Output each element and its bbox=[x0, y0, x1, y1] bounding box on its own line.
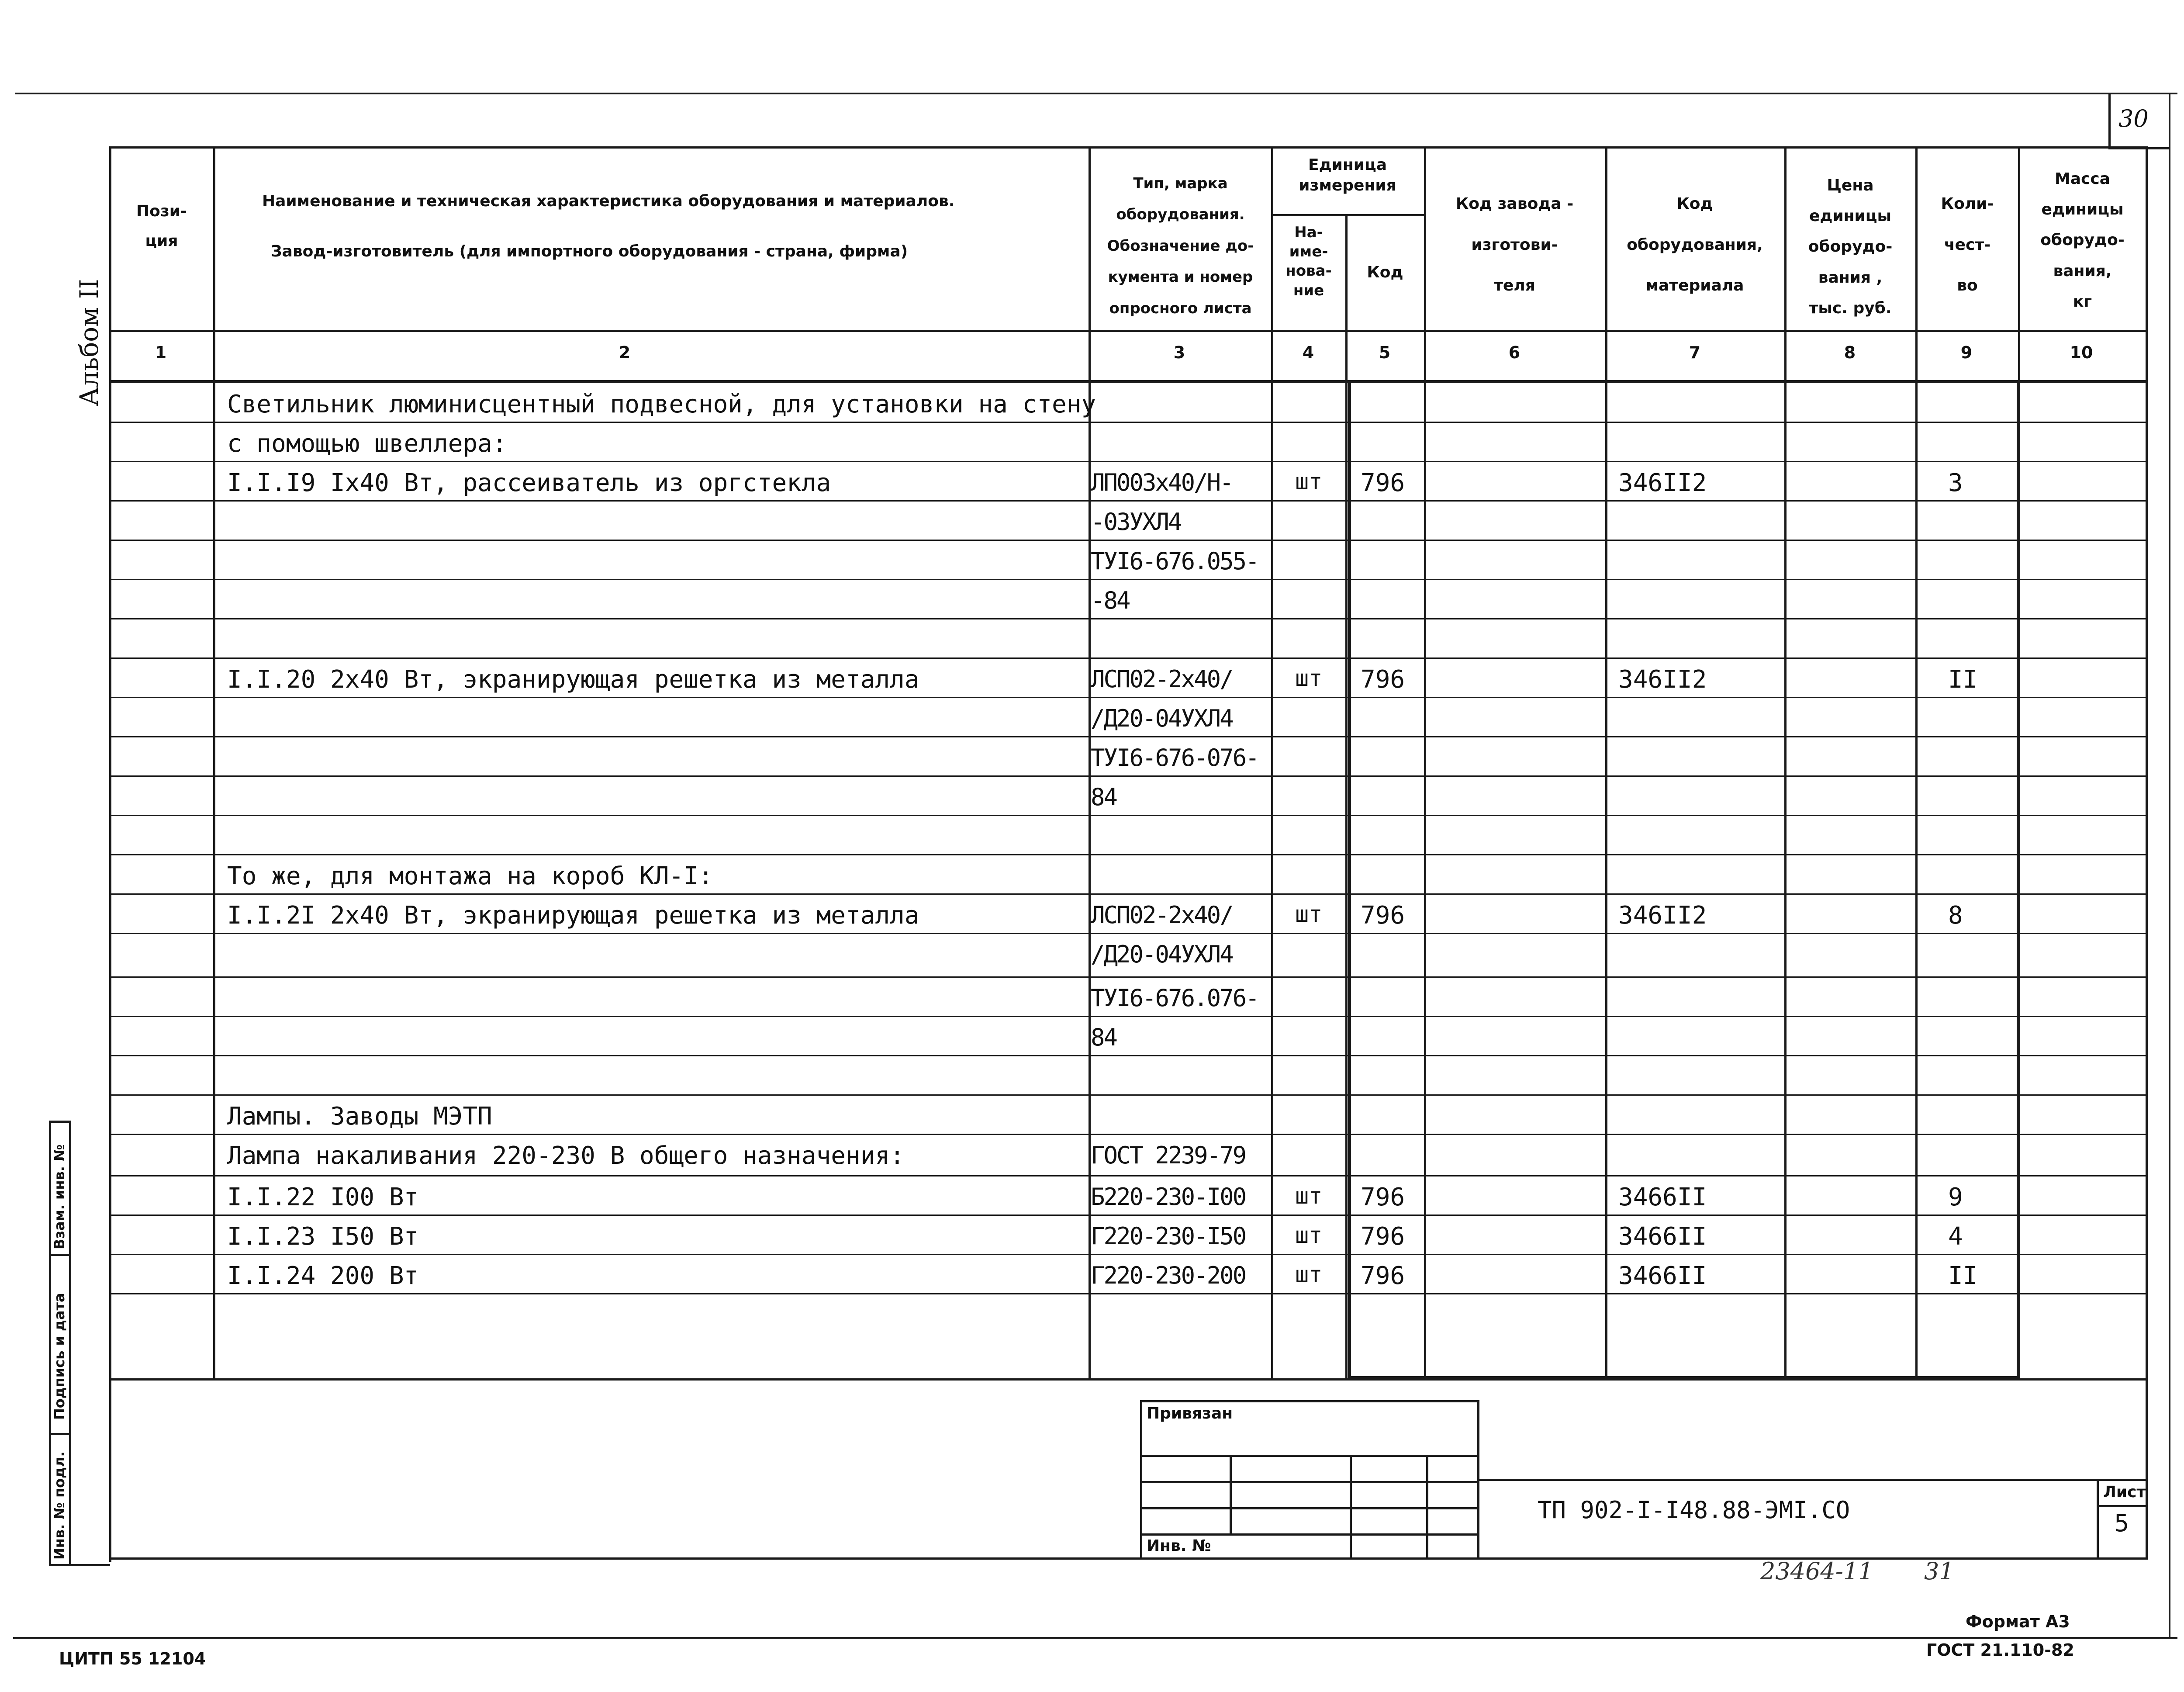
row-divider bbox=[109, 1215, 2148, 1216]
stamp-inv-no: Инв. № bbox=[1147, 1537, 1211, 1555]
top-rule bbox=[15, 93, 2177, 94]
handwritten-number: 23464-11 bbox=[1760, 1557, 1873, 1585]
row-type-mark: ТУI6-676-076- bbox=[1091, 744, 1258, 772]
row-quantity: 4 bbox=[1948, 1222, 1963, 1251]
document-code: ТП 902-I-I48.88-ЭМI.СО bbox=[1538, 1496, 1850, 1524]
header-name-line1: Наименование и техническая характеристика оборудования и материалов. bbox=[262, 192, 955, 210]
row-divider bbox=[109, 500, 2148, 502]
row-unit-code: 796 bbox=[1361, 665, 1405, 694]
gost-label: ГОСТ 21.110-82 bbox=[1926, 1640, 2074, 1660]
header-price: Цена единицы оборудо- вания , тыс. руб. bbox=[1808, 176, 1893, 317]
column-number: 5 bbox=[1379, 343, 1391, 362]
header-unit-code: Код bbox=[1367, 263, 1403, 281]
row-type-mark: Г220-230-200 bbox=[1091, 1262, 1246, 1289]
row-name: I.I.2I 2х40 Вт, экранирующая решетка из металла bbox=[227, 901, 919, 930]
row-divider bbox=[109, 657, 2148, 659]
sheet-number: 5 bbox=[2114, 1509, 2129, 1537]
column-number: 10 bbox=[2070, 343, 2093, 362]
row-divider bbox=[109, 540, 2148, 541]
row-unit-code: 796 bbox=[1361, 469, 1405, 497]
row-divider bbox=[109, 736, 2148, 737]
row-type-mark: 84 bbox=[1091, 783, 1117, 811]
row-divider bbox=[109, 579, 2148, 580]
row-divider bbox=[109, 775, 2148, 777]
row-name: Светильник люминисцентный подвесной, для установки на стену bbox=[227, 390, 1096, 419]
row-name: I.I.23 I50 Вт bbox=[227, 1222, 419, 1251]
row-name: I.I.24 200 Вт bbox=[227, 1262, 419, 1290]
right-rule bbox=[2169, 93, 2170, 1638]
column-number: 9 bbox=[1960, 343, 1973, 362]
row-type-mark: 84 bbox=[1091, 1024, 1117, 1051]
citp-label: ЦИТП 55 12104 bbox=[59, 1649, 206, 1668]
row-name: Лампа накаливания 220-230 В общего назначения: bbox=[227, 1142, 905, 1170]
row-unit-code: 796 bbox=[1361, 1222, 1405, 1251]
row-type-mark: Б220-230-I00 bbox=[1091, 1183, 1246, 1211]
row-quantity: II bbox=[1948, 665, 1978, 694]
header-type: Тип, марка оборудования. Обозначение до- кумента и номер опросного листа bbox=[1107, 175, 1254, 317]
side-label-podpis: Подпись и дата bbox=[51, 1293, 68, 1420]
row-type-mark: /Д20-04УХЛ4 bbox=[1091, 705, 1233, 732]
header-unit-name: На- име- нова- ние bbox=[1286, 224, 1332, 299]
row-type-mark: -03УХЛ4 bbox=[1091, 508, 1181, 536]
handwritten-number-2: 31 bbox=[1924, 1557, 1954, 1585]
column-number: 1 bbox=[155, 343, 167, 362]
row-type-mark: ЛСП02-2х40/ bbox=[1091, 901, 1233, 929]
row-divider bbox=[109, 893, 2148, 895]
column-number: 6 bbox=[1508, 343, 1521, 362]
column-number: 4 bbox=[1302, 343, 1314, 362]
row-divider bbox=[109, 933, 2148, 934]
row-type-mark: ТУI6-676.055- bbox=[1091, 547, 1258, 575]
header-equipment-code: Код оборудования, материала bbox=[1627, 195, 1763, 295]
row-divider bbox=[109, 461, 2148, 462]
row-type-mark: -84 bbox=[1091, 587, 1130, 614]
stamp-privyazan: Привязан bbox=[1147, 1405, 1233, 1422]
format-label: Формат А3 bbox=[1966, 1612, 2070, 1631]
row-unit-name: шт bbox=[1295, 1262, 1323, 1288]
row-name: То же, для монтажа на короб КЛ-I: bbox=[227, 862, 713, 890]
row-divider bbox=[109, 1175, 2148, 1176]
row-unit-code: 796 bbox=[1361, 1183, 1405, 1211]
row-name: I.I.22 I00 Вт bbox=[227, 1183, 419, 1211]
row-type-mark: ЛП003х40/Н- bbox=[1091, 469, 1233, 496]
row-divider bbox=[109, 854, 2148, 855]
row-unit-name: шт bbox=[1295, 901, 1323, 927]
header-mass: Масса единицы оборудо- вания, кг bbox=[2040, 170, 2125, 311]
row-equipment-code: 346II2 bbox=[1618, 901, 1707, 930]
row-unit-code: 796 bbox=[1361, 901, 1405, 930]
row-unit-name: шт bbox=[1295, 665, 1323, 692]
row-type-mark: ТУI6-676.076- bbox=[1091, 984, 1258, 1012]
header-position: Пози- ция bbox=[136, 202, 187, 250]
row-type-mark: ЛСП02-2х40/ bbox=[1091, 665, 1233, 693]
row-unit-name: шт bbox=[1295, 1222, 1323, 1249]
header-unit: Единица измерения bbox=[1299, 156, 1396, 194]
row-equipment-code: 3466II bbox=[1618, 1262, 1707, 1290]
page-number: 30 bbox=[2118, 105, 2149, 132]
sheet-label: Лист bbox=[2103, 1483, 2146, 1501]
row-divider bbox=[109, 976, 2148, 978]
row-divider bbox=[109, 1254, 2148, 1255]
row-quantity: 8 bbox=[1948, 901, 1963, 930]
row-equipment-code: 3466II bbox=[1618, 1222, 1707, 1251]
row-divider bbox=[109, 1293, 2148, 1294]
header-plant-code: Код завода - изготови- теля bbox=[1455, 195, 1574, 295]
bottom-rule bbox=[13, 1637, 2177, 1639]
row-equipment-code: 346II2 bbox=[1618, 665, 1707, 694]
row-equipment-code: 3466II bbox=[1618, 1183, 1707, 1211]
side-label-vzam: Взам. инв. № bbox=[51, 1144, 68, 1249]
row-name: Лампы. Заводы МЭТП bbox=[227, 1102, 492, 1131]
column-number: 3 bbox=[1173, 343, 1185, 362]
row-quantity: II bbox=[1948, 1262, 1978, 1290]
row-type-mark: Г220-230-I50 bbox=[1091, 1222, 1246, 1250]
column-number: 7 bbox=[1689, 343, 1701, 362]
album-label: Альбом II bbox=[74, 279, 104, 406]
row-type-mark: /Д20-04УХЛ4 bbox=[1091, 941, 1233, 968]
row-name: с помощью швеллера: bbox=[227, 429, 507, 458]
row-quantity: 3 bbox=[1948, 469, 1963, 497]
row-quantity: 9 bbox=[1948, 1183, 1963, 1211]
row-divider bbox=[109, 1016, 2148, 1017]
row-divider bbox=[109, 618, 2148, 619]
row-divider bbox=[109, 815, 2148, 816]
row-type-mark: ГОСТ 2239-79 bbox=[1091, 1142, 1246, 1169]
row-unit-name: шт bbox=[1295, 1183, 1323, 1209]
row-divider bbox=[109, 422, 2148, 423]
row-name: I.I.20 2х40 Вт, экранирующая решетка из металла bbox=[227, 665, 919, 694]
row-divider bbox=[109, 697, 2148, 698]
row-unit-name: шт bbox=[1295, 469, 1323, 495]
header-name-line2: Завод-изготовитель (для импортного оборудования - страна, фирма) bbox=[271, 242, 908, 260]
header-quantity: Коли- чест- во bbox=[1941, 195, 1994, 295]
column-number: 2 bbox=[619, 343, 631, 362]
row-unit-code: 796 bbox=[1361, 1262, 1405, 1290]
row-equipment-code: 346II2 bbox=[1618, 469, 1707, 497]
column-number: 8 bbox=[1844, 343, 1856, 362]
row-divider bbox=[109, 1134, 2148, 1135]
row-name: I.I.I9 Iх40 Вт, рассеиватель из оргстекла bbox=[227, 469, 831, 497]
row-divider bbox=[109, 1094, 2148, 1096]
row-divider bbox=[109, 1055, 2148, 1056]
side-label-inv-podl: Инв. № подл. bbox=[51, 1451, 68, 1560]
